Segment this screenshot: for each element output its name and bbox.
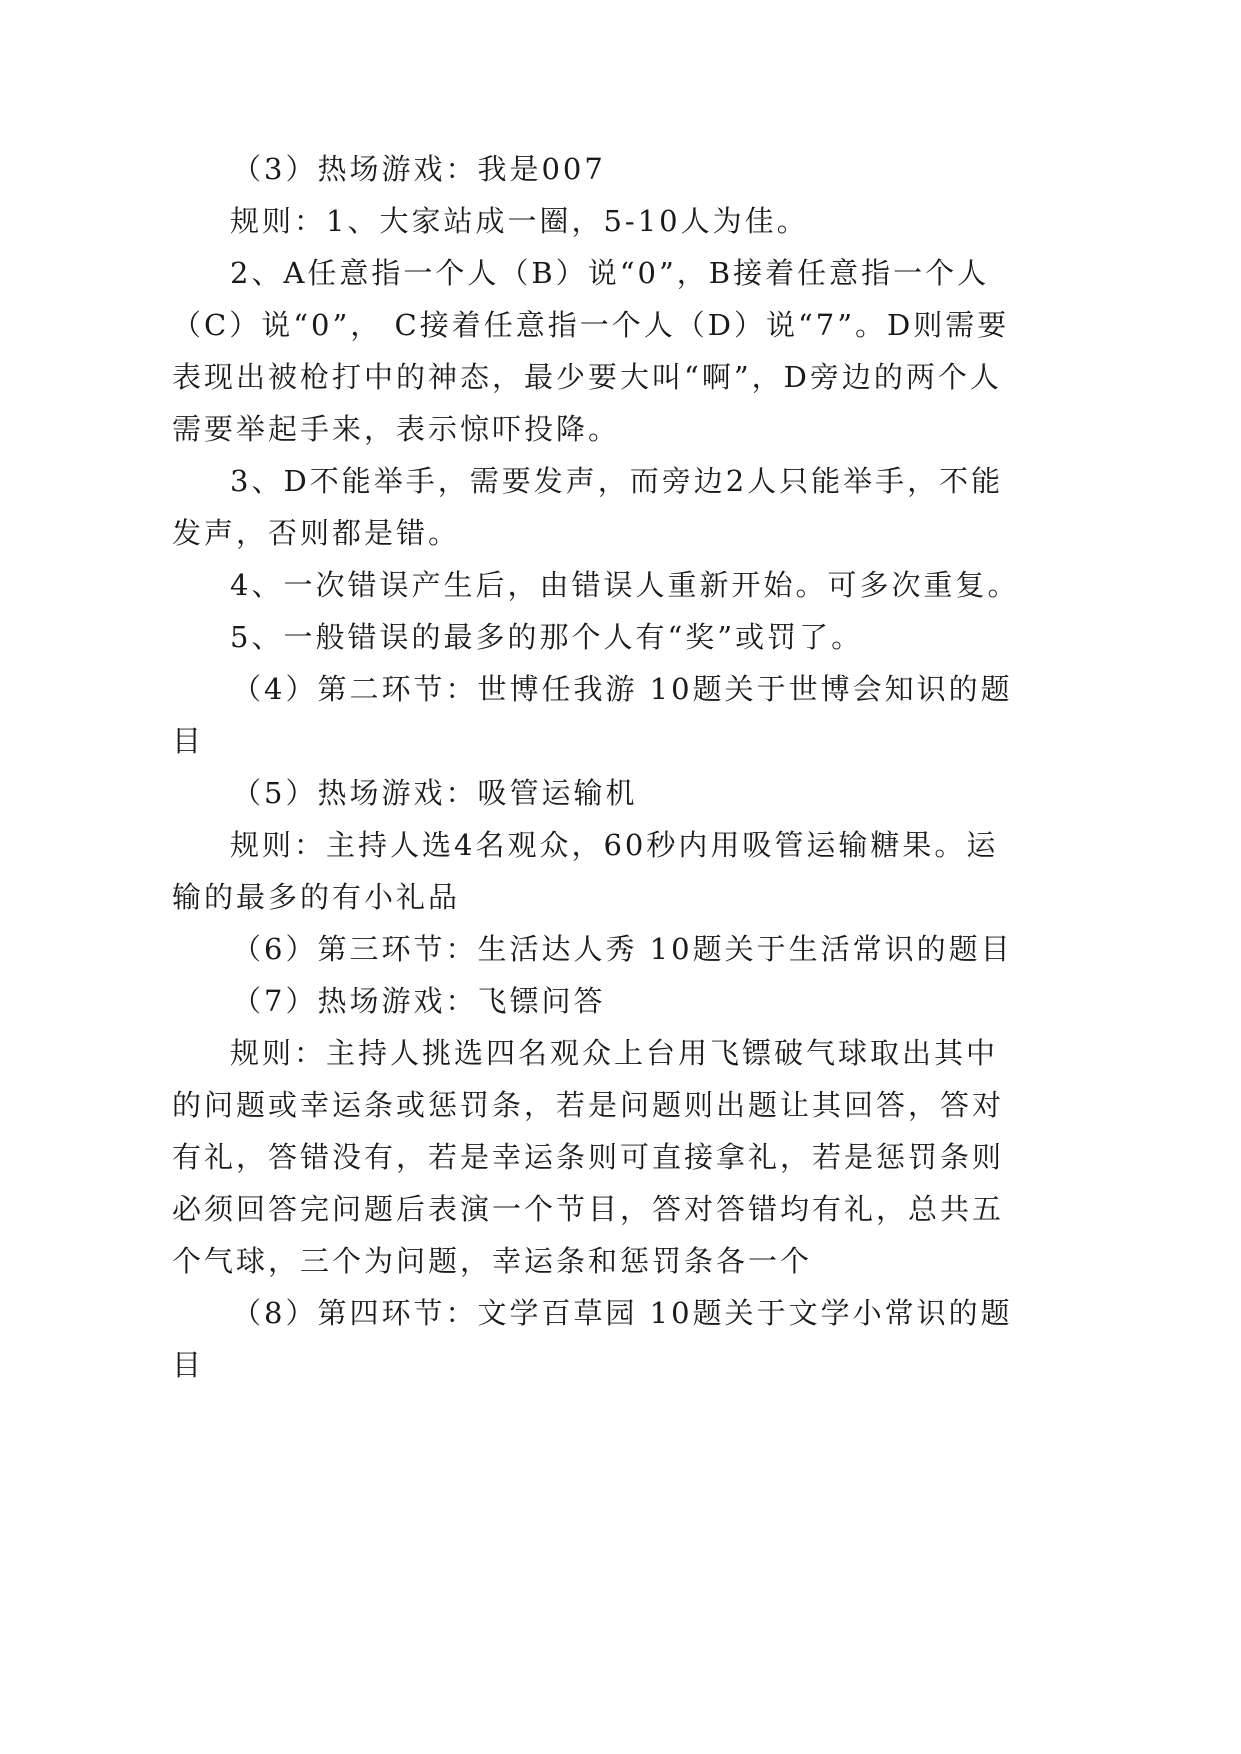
text-line-17: （7）热场游戏：飞镖问答	[232, 984, 606, 1018]
text-line-23: （8）第四环节：文学百草园 10题关于文学小常识的题	[232, 1296, 1013, 1330]
text-line-14: 规则：主持人选4名观众，60秒内用吸管运输糖果。运	[230, 828, 999, 862]
text-line-15: 输的最多的有小礼品	[172, 880, 461, 914]
text-line-5: 表现出被枪打中的神态，最少要大叫“啊”，D旁边的两个人	[172, 360, 1002, 394]
text-line-13: （5）热场游戏：吸管运输机	[232, 776, 638, 810]
text-line-11: （4）第二环节：世博任我游 10题关于世博会知识的题	[232, 672, 1013, 706]
text-line-12: 目	[172, 724, 205, 758]
text-line-2: 规则：1、大家站成一圈，5-10人为佳。	[230, 204, 809, 238]
text-line-8: 发声，否则都是错。	[172, 516, 461, 550]
text-line-6: 需要举起手来，表示惊吓投降。	[172, 412, 621, 446]
text-line-18: 规则：主持人挑选四名观众上台用飞镖破气球取出其中	[230, 1036, 999, 1070]
text-line-21: 必须回答完问题后表演一个节目，答对答错均有礼，总共五	[172, 1192, 1005, 1226]
text-line-1: （3）热场游戏：我是007	[232, 152, 606, 186]
text-line-24: 目	[172, 1348, 205, 1382]
text-line-9: 4、一次错误产生后，由错误人重新开始。可多次重复。	[230, 568, 1020, 602]
text-line-10: 5、一般错误的最多的那个人有“奖”或罚了。	[230, 620, 864, 654]
text-line-22: 个气球，三个为问题，幸运条和惩罚条各一个	[172, 1244, 813, 1278]
text-line-4: （C）说“0”， C接着任意指一个人（D）说“7”。D则需要	[172, 308, 1010, 342]
text-line-3: 2、A任意指一个人（B）说“0”，B接着任意指一个人	[230, 256, 990, 290]
text-line-16: （6）第三环节：生活达人秀 10题关于生活常识的题目	[232, 932, 1013, 966]
text-line-19: 的问题或幸运条或惩罚条，若是问题则出题让其回答，答对	[172, 1088, 1005, 1122]
text-line-20: 有礼，答错没有，若是幸运条则可直接拿礼，若是惩罚条则	[172, 1140, 1005, 1174]
text-line-7: 3、D不能举手，需要发声，而旁边2人只能举手，不能	[230, 464, 1004, 498]
